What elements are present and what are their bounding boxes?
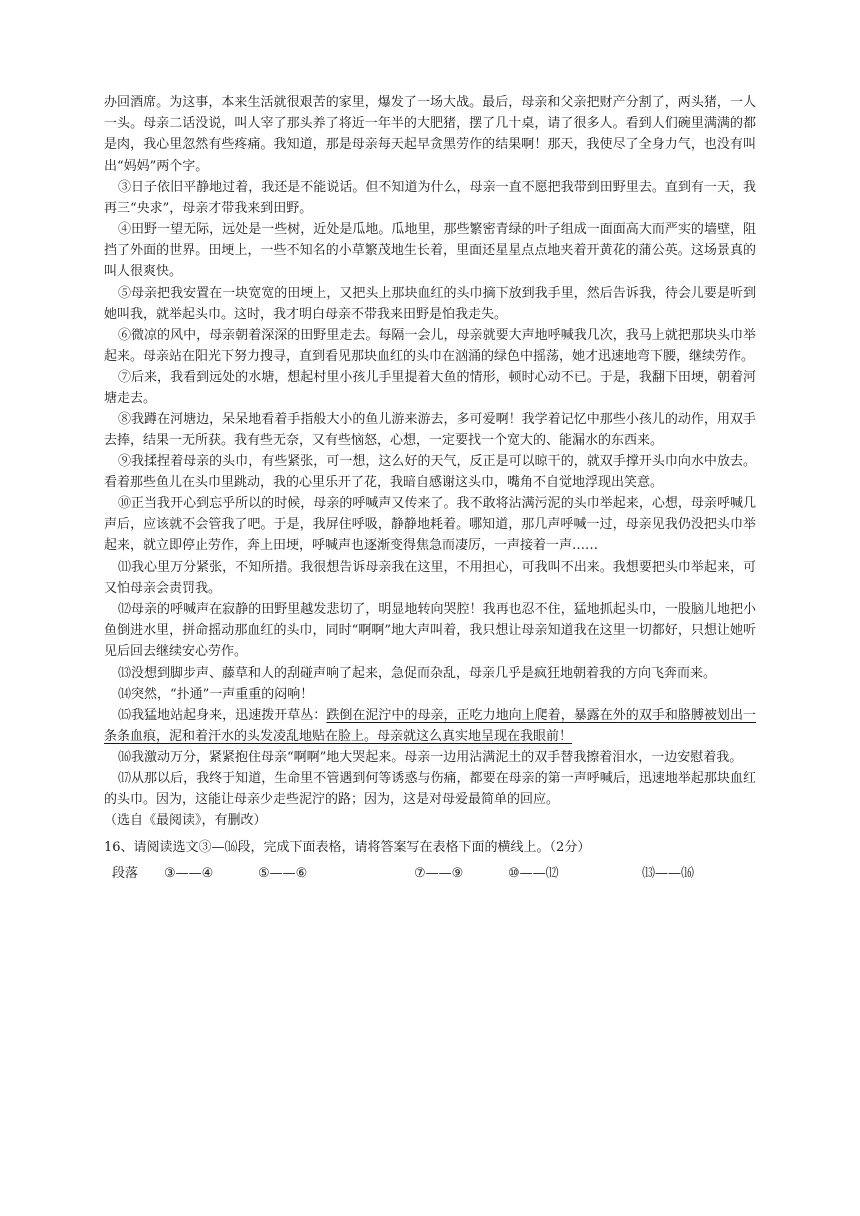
table-cell: ⑤——⑥ (258, 866, 308, 881)
paragraph-15-underlined: 跌倒在泥泞中的母亲，正吃力地向上爬着，暴露在外的双手和胳膊被划出一条条血痕，泥和着汗水的头发凌乱地贴在脸上。母亲就这么真实地呈现在我眼前！ (104, 708, 756, 745)
paragraph-7: ⑦后来，我看到远处的水塘，想起村里小孩儿手里提着大鱼的情形，顿时心动不已。于是，我翻下田埂，朝着河塘走去。 (104, 370, 756, 407)
paragraph-4: ④田野一望无际，远处是一些树，近处是瓜地。瓜地里，那些繁密青绿的叶子组成一面面高大而严实的墙壁，阻挡了外面的世界。田埂上，一些不知名的小草繁茂地生长着，里面还星星点点地夹着开黄花的蒲公英。这场景真的叫人很爽快。 (104, 222, 756, 280)
paragraph-12: ⑿母亲的呼喊声在寂静的田野里越发悲切了，明显地转向哭腔！我再也忍不住，猛地抓起头巾，一股脑儿地把小鱼倒进水里，拼命摇动那血红的头巾，同时“啊啊”地大声叫着，我只想让母亲知道我在这里一切都好，只想让她听见后回去继续安心劳作。 (104, 602, 756, 660)
paragraph-8: ⑧我蹲在河塘边，呆呆地看着手指般大小的鱼儿游来游去，多可爱啊！我学着记忆中那些小孩儿的动作，用双手去捧，结果一无所获。我有些无奈，又有些恼怒，心想，一定要找一个宽大的、能漏水的东西来。 (104, 412, 756, 449)
paragraph-16: ⒃我激动万分，紧紧抱住母亲“啊啊”地大哭起来。母亲一边用沾满泥土的双手替我擦着泪水，一边安慰着我。 (118, 750, 743, 765)
paragraph-6: ⑥微凉的风中，母亲朝着深深的田野里走去。每隔一会儿，母亲就要大声地呼喊我几次，我马上就把那块头巾举起来。母亲站在阳光下努力搜寻，直到看见那块血红的头巾在汹涌的绿色中摇荡，她才迅速地弯下腰，继续劳作。 (104, 328, 756, 365)
table-header-cell: 段落 (112, 866, 139, 881)
table-cell: ⑩——⑿ (508, 866, 559, 881)
paragraph-10: ⑩正当我开心到忘乎所以的时候，母亲的呼喊声又传来了。我不敢将沾满污泥的头巾举起来，心想，母亲呼喊几声后，应该就不会管我了吧。于是，我屏住呼吸，静静地耗着。哪知道，那几声呼喊一过，母亲见我仍没把头巾举起来，就立即停止劳作，奔上田埂，呼喊声也逐渐变得焦急而凄厉，一声接着一声…… (104, 496, 756, 554)
paragraph-15 (104, 705, 756, 747)
paragraph-17: ⒄从那以后，我终于知道，生命里不管遇到何等诱惑与伤痛，都要在母亲的第一声呼喊后，迅速地举起那块血红的头巾。因为，这能让母亲少走些泥泞的路；因为，这是对母爱最简单的回应。 (104, 771, 756, 808)
paragraph-5: ⑤母亲把我安置在一块宽宽的田埂上，又把头上那块血红的头巾摘下放到我手里，然后告诉我，待会儿要是听到她叫我，就举起头巾。这时，我才明白母亲不带我来田野是怕我走失。 (104, 286, 756, 323)
paragraph-14: ⒁突然，“扑通”一声重重的闷响！ (118, 687, 314, 702)
paragraph-3: ③日子依旧平静地过着，我还是不能说话。但不知道为什么，母亲一直不愿把我带到田野里去。直到有一天，我再三“央求”，母亲才带我来到田野。 (104, 180, 756, 217)
table-cell: ⑦——⑨ (414, 866, 464, 881)
question-16: 16、请阅读选文③—⒃段，完成下面表格，请将答案写在表格下面的横线上。（2分） (104, 840, 591, 855)
table-cell: ③——④ (164, 866, 214, 881)
paragraph-9: ⑨我揉捏着母亲的头巾，有些紧张，可一想，这么好的天气，反正是可以晾干的，就双手撑开头巾向水中放去。看着那些鱼儿在头巾里跳动，我的心里乐开了花，我暗自感谢这头巾，嘴角不自觉地浮现出笑意。 (104, 454, 756, 491)
paragraph-11: ⑾我心里万分紧张，不知所措。我很想告诉母亲我在这里，不用担心，可我叫不出来。我想要把头巾举起来，可又怕母亲会责罚我。 (104, 560, 756, 597)
source-note: （选自《最阅读》，有删改） (104, 813, 267, 828)
table-cell: ⒀——⒃ (642, 866, 695, 881)
paragraph-15-lead: ⒂我猛地站起身来，迅速拨开草丛： (118, 708, 327, 723)
paragraph-intro: 办回酒席。为这事，本来生活就很艰苦的家里，爆发了一场大战。最后，母亲和父亲把财产分割了，两头猪，一人一头。母亲二话没说，叫人宰了那头养了将近一年半的大肥猪，摆了几十桌，请了很多人。看到人们碗里满满的都是肉，我心里忽然有些疼痛。我知道，那是母亲每天起早贪黑劳作的结果啊！那天，我使尽了全身力气，也没有叫出“妈妈”两个字。 (104, 95, 756, 174)
paragraph-13: ⒀没想到脚步声、藤草和人的刮碰声响了起来，急促而杂乱，母亲几乎是疯狂地朝着我的方向飞奔而来。 (118, 666, 717, 681)
